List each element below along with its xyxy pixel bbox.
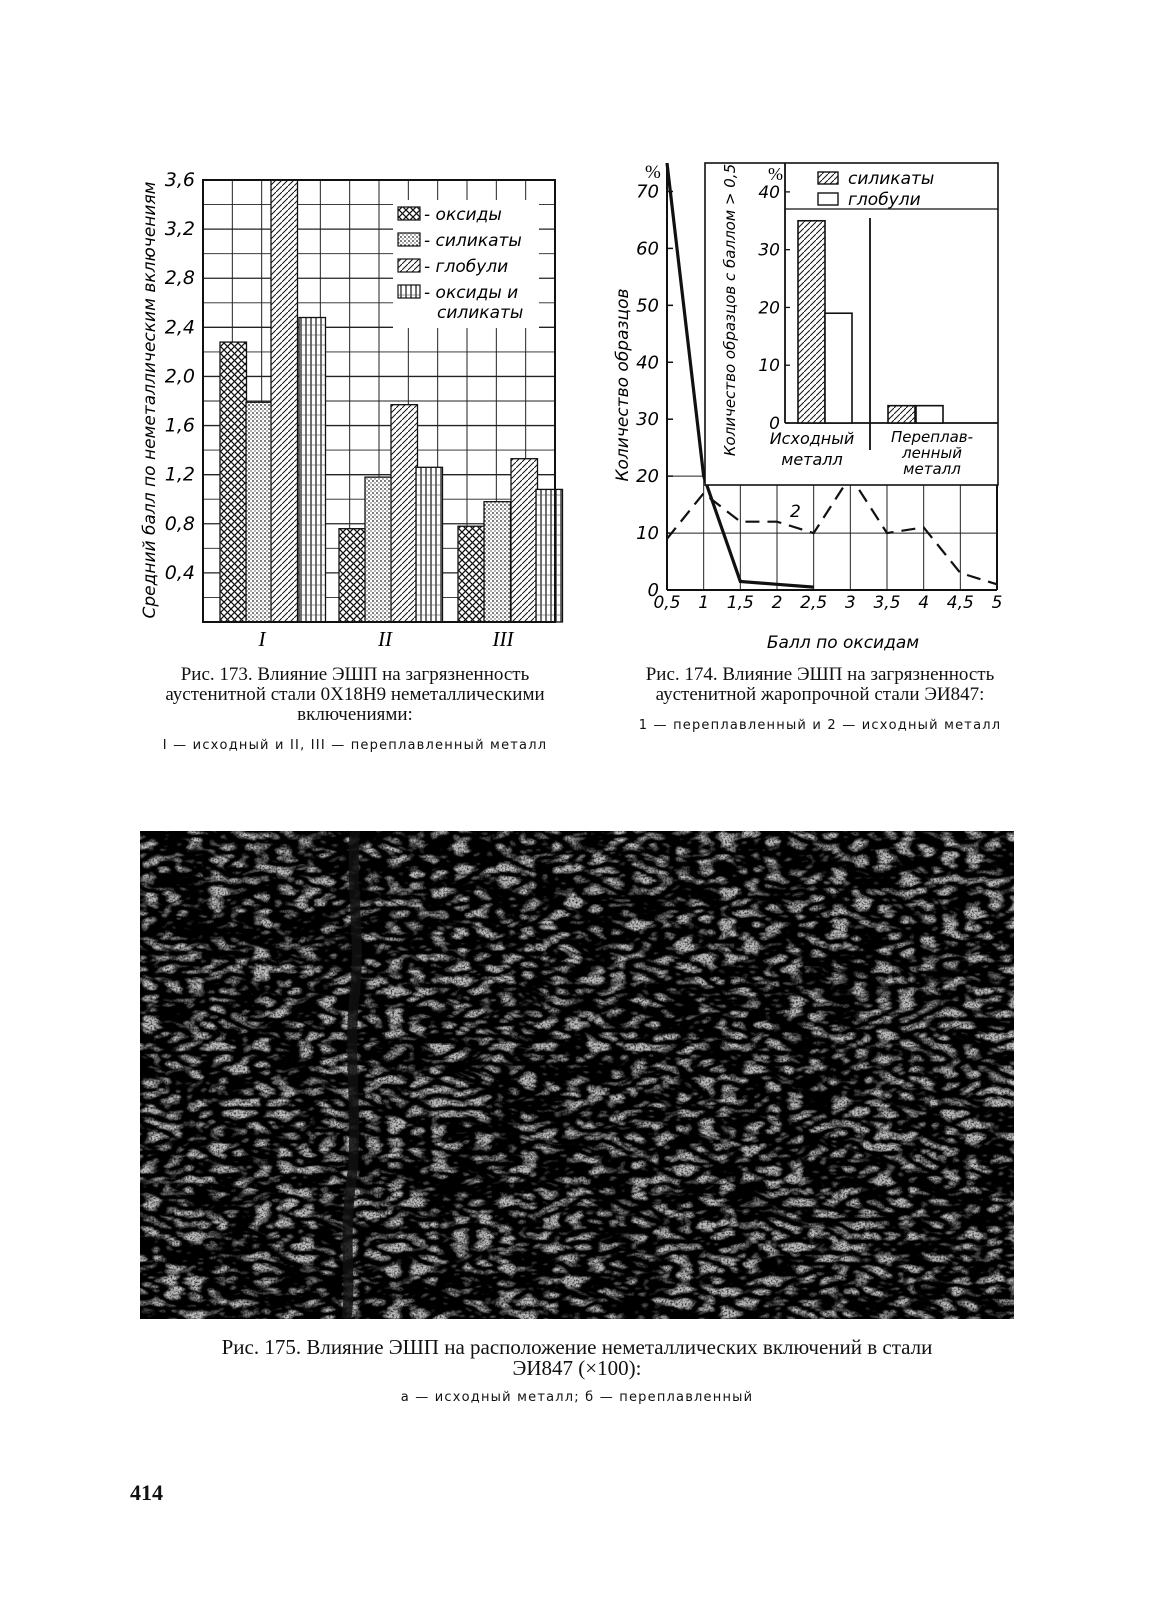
fig174-line-chart [0, 0, 1162, 700]
fig174-grid [667, 476, 997, 590]
fig173-subcaption: I — исходный и II, III — переплавленный металл [162, 738, 548, 753]
fig174-x-tick-label: 2 [771, 593, 783, 613]
fig174-x-tick-labels [653, 593, 1002, 613]
fig174-x-tick-label: 3,5 [873, 593, 901, 613]
fig173-category-label: III [492, 627, 514, 651]
micrograph-image [140, 831, 1014, 1319]
fig173-y-tick-label: 3,2 [164, 218, 195, 241]
fig173-legend-label: - оксиды [424, 205, 502, 225]
fig174-y-tick-label: 60 [636, 238, 659, 260]
fig174-y-unit: % [645, 162, 661, 183]
inset-bar [888, 406, 915, 423]
inset-category-label: металл [781, 450, 843, 469]
fig174-y-tick-label: 0 [647, 580, 659, 601]
fig175-caption: Рис. 175. Влияние ЭШП на расположение неметаллических включений в стали ЭИ847 (×100): [221, 1335, 933, 1380]
fig174-y-tick-label: 40 [636, 352, 659, 374]
inset-legend-swatch [818, 172, 838, 184]
fig174-y-tick-labels [636, 181, 659, 601]
inset-bar [798, 221, 825, 423]
fig173-legend-label: - оксиды и [424, 283, 519, 303]
inset-category-label: Исходный [769, 429, 855, 448]
fig173-legend-label: - глобули [424, 257, 509, 277]
fig174-series-2-line [667, 476, 997, 584]
inset-y-tick-label: 40 [758, 182, 780, 203]
inset-y-unit: % [768, 164, 783, 184]
fig173-y-tick-label: 0,4 [164, 561, 195, 584]
fig173-legend-label: - силикаты [424, 231, 522, 251]
inset-legend-swatch [818, 193, 838, 205]
fig174-y-tick-label: 30 [636, 409, 659, 431]
fig175-caption-block [140, 1337, 1014, 1405]
fig174-caption-block [620, 665, 1020, 733]
inset-y-tick-label: 0 [769, 414, 780, 434]
fig174-x-tick-label: 4,5 [946, 593, 974, 613]
fig173-category-label: II [378, 627, 392, 651]
inset-y-tick-label: 10 [758, 356, 780, 377]
fig174-y-tick-label: 70 [636, 181, 659, 203]
fig175-subcaption: а — исходный металл; б — переплавленный [400, 1390, 754, 1405]
inset-category-label: Переплав- [890, 428, 974, 446]
fig173-y-tick-label: 2,0 [164, 365, 195, 388]
fig173-y-tick-label: 2,8 [164, 267, 195, 290]
inset-legend-label: глобули [848, 190, 921, 210]
fig173-y-axis-label: Средний балл по неметаллическим включениям [140, 181, 160, 619]
fig174-x-tick-label: 4 [918, 593, 930, 613]
micrograph-texture [140, 831, 1014, 1319]
fig173-category-label: I [258, 627, 266, 651]
fig174-x-tick-label: 1 [698, 593, 710, 613]
fig174-caption: Рис. 174. Влияние ЭШП на загрязненность аустенитной жаропрочной стали ЭИ847: [645, 664, 995, 705]
inset-category-label: ленный [901, 444, 963, 462]
fig174-x-tick-label: 5 [991, 593, 1003, 613]
inset-bar [916, 406, 943, 423]
page-number: 414 [130, 1480, 163, 1505]
fig174-x-tick-label: 0,5 [653, 593, 681, 613]
inset-y-tick-label: 30 [758, 240, 780, 261]
fig174-x-tick-label: 2,5 [800, 593, 828, 613]
fig173-y-tick-label: 3,6 [164, 169, 195, 191]
fig173-caption: Рис. 173. Влияние ЭШП на загрязненность аустенитной стали 0Х18Н9 неметаллическими включениями: [165, 664, 545, 725]
fig174-y-axis-label: Количество образцов [613, 288, 633, 482]
fig173-legend-label: силикаты [437, 303, 524, 323]
fig174-x-tick-label: 3 [844, 593, 856, 613]
fig174-y-tick-label: 20 [636, 466, 659, 488]
fig174-y-tick-label: 50 [636, 295, 659, 317]
inset-legend-label: силикаты [848, 169, 935, 189]
inset-bar [825, 313, 852, 423]
fig173-caption-block [140, 665, 570, 753]
fig173-y-tick-label: 2,4 [164, 316, 195, 339]
inset-y-axis-label: Количество образцов с баллом > 0,5 [721, 163, 739, 457]
fig174-x-tick-label: 1,5 [726, 593, 754, 613]
inset-y-tick-label: 20 [758, 298, 780, 319]
inset-category-label: металл [903, 460, 961, 478]
fig173-y-tick-label: 1,6 [164, 414, 195, 437]
fig174-series-2-label: 2 [790, 502, 801, 522]
fig174-x-axis-label: Балл по оксидам [766, 633, 920, 653]
fig173-y-tick-label: 1,2 [164, 463, 195, 486]
fig174-inset-chart [705, 163, 998, 485]
fig174-subcaption: 1 — переплавленный и 2 — исходный металл [638, 718, 1002, 733]
fig174-y-tick-label: 10 [636, 523, 659, 545]
fig173-y-tick-label: 0,8 [164, 512, 195, 535]
